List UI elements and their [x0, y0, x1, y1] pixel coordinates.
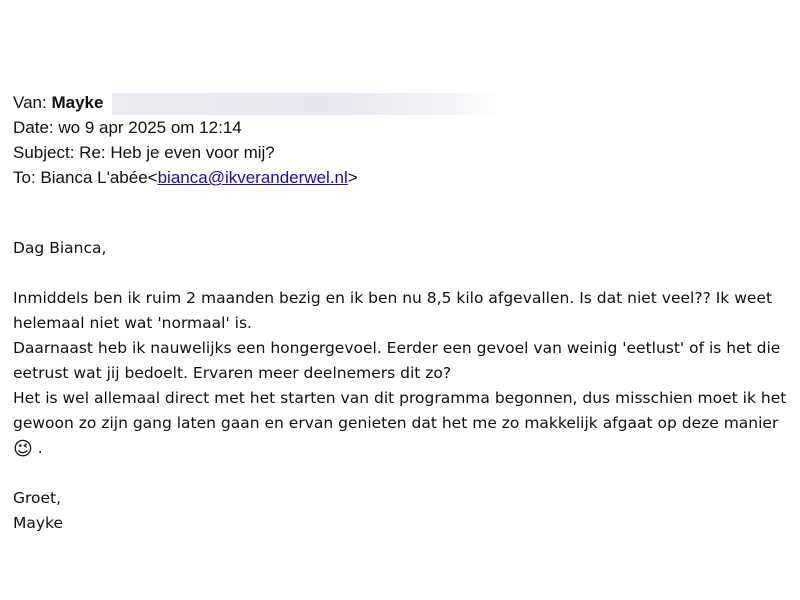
- email-body: [13, 236, 793, 536]
- to-label: To:: [13, 168, 36, 187]
- spacer: [13, 461, 793, 486]
- body-paragraph-line-with-emoji: [13, 411, 793, 461]
- body-paragraph-line: Inmiddels ben ik ruim 2 maanden bezig en ik ben nu 8,5 kilo afgevallen. Is dat niet veel?? Ik weet: [13, 289, 773, 307]
- email-header: [13, 90, 502, 190]
- subject-value: Re: Heb je even voor mij?: [79, 143, 275, 162]
- wink-emoji-icon: 😉: [13, 438, 33, 460]
- body-paragraph-line: helemaal niet wat 'normaal' is.: [13, 314, 252, 332]
- sentence-end: .: [37, 439, 43, 457]
- date-label: Date:: [13, 118, 54, 137]
- date-line: [13, 115, 502, 140]
- body-paragraph-line: Daarnaast heb ik nauwelijks een hongergevoel. Eerder een gevoel van weinig 'eetlust' of is het die: [13, 339, 781, 357]
- date-value: wo 9 apr 2025 om 12:14: [58, 118, 242, 137]
- body-paragraph-line: eetrust wat jij bedoelt. Ervaren meer deelnemers dit zo?: [13, 364, 452, 382]
- recipient-bracket-close: >: [347, 168, 358, 187]
- redacted-sender-address: [112, 93, 502, 115]
- signature: Mayke: [13, 514, 64, 532]
- from-label: Van:: [13, 93, 47, 112]
- body-text-segment: gewoon zo zijn gang laten gaan en ervan genieten dat het me zo makkelijk afgaat op deze manier: [13, 414, 779, 432]
- recipient-bracket-open: <: [147, 168, 158, 187]
- sender-name: Mayke: [51, 93, 104, 112]
- spacer: [13, 261, 793, 286]
- from-line: [13, 90, 502, 115]
- subject-label: Subject:: [13, 143, 75, 162]
- subject-line: [13, 140, 502, 165]
- closing: Groet,: [13, 489, 62, 507]
- recipient-email-link[interactable]: bianca@ikveranderwel.nl: [157, 168, 348, 187]
- to-line: [13, 165, 502, 190]
- greeting: Dag Bianca,: [13, 239, 107, 257]
- body-paragraph-line: Het is wel allemaal direct met het starten van dit programma begonnen, dus misschien moet ik het: [13, 389, 787, 407]
- recipient-name: Bianca L'abée: [40, 168, 148, 187]
